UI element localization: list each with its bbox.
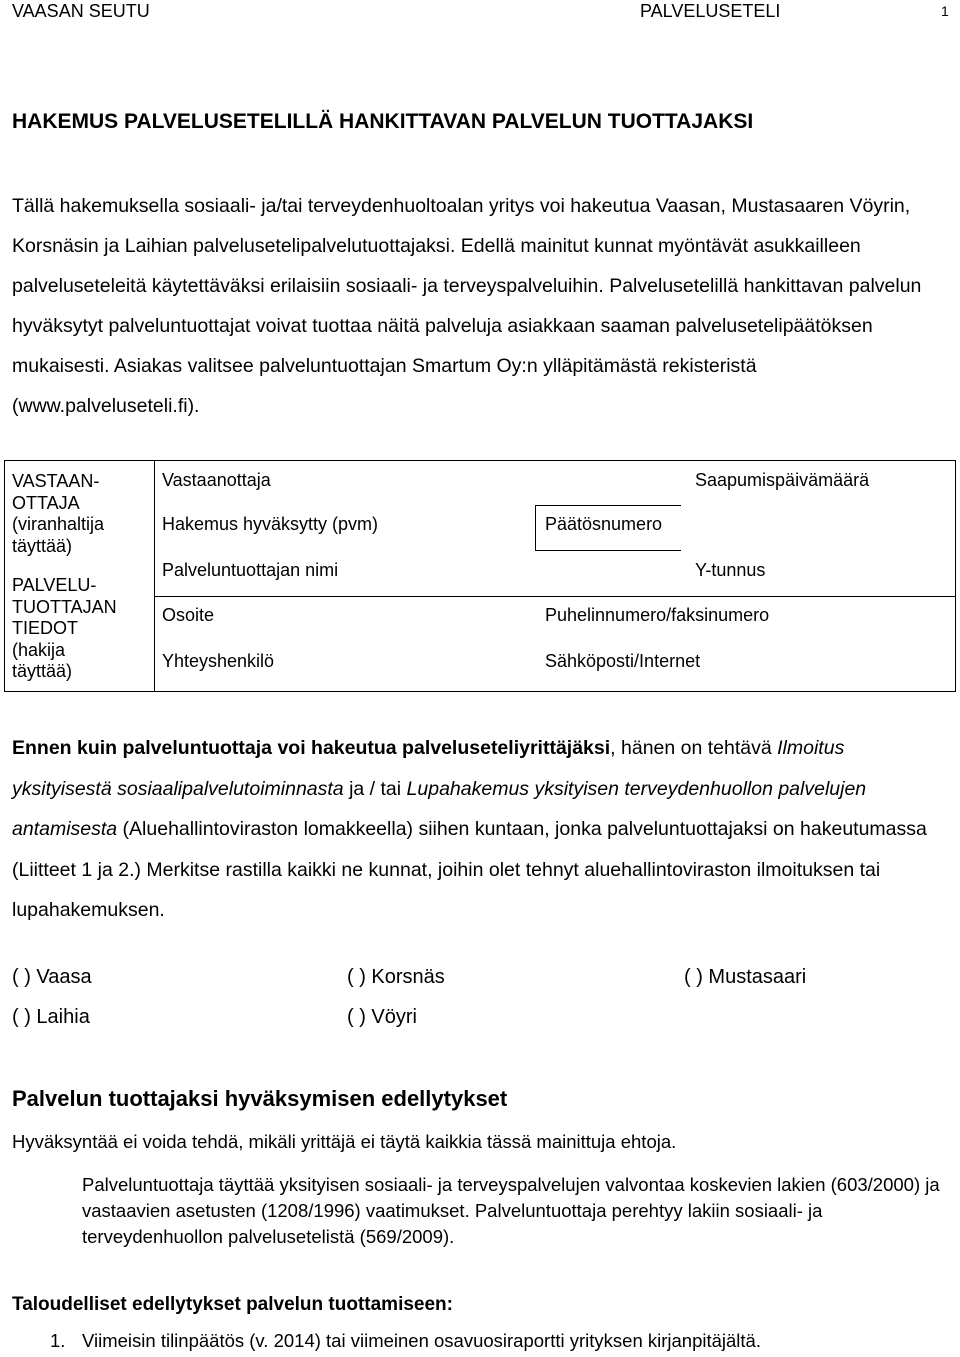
field-vastaanottaja[interactable]: Vastaanottaja (162, 470, 271, 490)
side-label-line: OTTAJA (12, 492, 80, 513)
side-label-line: täyttää) (12, 535, 73, 556)
field-saapumispaiva[interactable]: Saapumispäivämäärä (695, 470, 870, 490)
checkbox-mustasaari[interactable]: ( ) Mustasaari (684, 966, 807, 988)
requirement-paragraph (12, 728, 947, 931)
field-osoite[interactable]: Osoite (162, 605, 215, 625)
side-label-line: (hakija (12, 639, 66, 660)
application-form-table (4, 460, 956, 692)
field-puhelin[interactable]: Puhelinnumero/faksinumero (545, 605, 770, 625)
requirement-bold: Ennen kuin palveluntuottaja voi hakeutua palveluseteliyrittäjäksi (12, 737, 611, 759)
requirement-text: , hänen on tehtävä (610, 737, 778, 759)
field-ytunnus[interactable]: Y-tunnus (695, 560, 766, 580)
form-name-terveydenhuolto: Lupahakemus yksityisen terveydenhuollon palvelujen antamisesta (12, 777, 867, 840)
requirement-text: (Aluehallintoviraston lomakkeella) siihen kuntaan, jonka palveluntuottajaksi on hakeutumassa (Liitteet 1 ja 2.) Merkitse rastilla kaikki ne kunnat, joihin olet tehnyt aluehallintoviraston ilmoituksen tai lupahakemuksen. (12, 818, 927, 921)
form-side-labels (5, 461, 155, 692)
side-label-line: TUOTTAJAN (12, 596, 117, 617)
list-item (50, 1330, 761, 1352)
side-label-line: (viranhaltija (12, 514, 105, 534)
form-fields-area (155, 461, 956, 692)
field-hakemus-hyvaksytty[interactable]: Hakemus hyväksytty (pvm) (162, 514, 379, 534)
side-label-line: TIEDOT (12, 618, 78, 638)
section-heading-edellytykset: Palvelun tuottajaksi hyväksymisen edellytykset (12, 1086, 508, 1111)
field-paatosnumero[interactable]: Päätösnumero (545, 514, 663, 534)
section-paragraph: Palveluntuottaja täyttää yksityisen sosiaali- ja terveyspalvelujen valvontaa koskevien lakien (603/2000) ja vastaavien asetusten (1208/1996) vaatimukset. Palveluntuottaja perehtyy lakiin sosiaali- ja terveydenhuollon palvelusetelistä (569/2009). (82, 1174, 940, 1247)
intro-paragraph: Tällä hakemuksella sosiaali- ja/tai terveydenhuoltoalan yritys voi hakeutua Vaasan, Mustasaaren Vöyrin, Korsnäsin ja Laihian palvelusetelipalvelutuottajaksi. Edellä mainitut kunnat myöntävät asukkailleen palveluseteleitä käytettäväksi erilaisiin sosiaali- ja terveyspalveluihin. Palvelusetelillä hankittavan palvelun hyväksytyt palveluntuottajat voivat tuottaa näitä palveluja asiakkaan saaman palvelusetelipäätöksen mukaisesti. Asiakas valitsee palveluntuottajan Smartum Oy:n ylläpitämästä rekisteristä (www.palveluseteli.fi). (12, 195, 922, 417)
side-label-line: VASTAAN- (12, 471, 100, 491)
checkbox-korsnas[interactable]: ( ) Korsnäs (347, 966, 445, 988)
list-item-number: 1. (50, 1330, 66, 1351)
page-number: 1 (941, 3, 949, 19)
checkbox-laihia[interactable]: ( ) Laihia (12, 1006, 90, 1028)
section-heading-taloudelliset: Taloudelliset edellytykset palvelun tuottamiseen: (12, 1294, 453, 1315)
document-title: HAKEMUS PALVELUSETELILLÄ HANKITTAVAN PALVELUN TUOTTAJAKSI (12, 110, 754, 133)
checkbox-voyri[interactable]: ( ) Vöyri (347, 1006, 417, 1028)
field-yhteyshenkilo[interactable]: Yhteyshenkilö (162, 651, 275, 671)
field-sahkoposti[interactable]: Sähköposti/Internet (545, 651, 701, 671)
requirement-text: ja / tai (343, 777, 407, 800)
header-left: VAASAN SEUTU (12, 1, 150, 21)
side-label-line: PALVELU- (12, 575, 97, 595)
header-center: PALVELUSETELI (640, 1, 781, 21)
checkbox-vaasa[interactable]: ( ) Vaasa (12, 966, 92, 988)
section-lead: Hyväksyntää ei voida tehdä, mikäli yrittäjä ei täytä kaikkia tässä mainittuja ehtoja. (12, 1131, 677, 1152)
side-label-line: täyttää) (12, 661, 73, 681)
field-palveluntuottajan-nimi[interactable]: Palveluntuottajan nimi (162, 560, 339, 580)
form-name-sosiaalipalvelu: Ilmoitus yksityisestä sosiaalipalvelutoiminnasta (12, 737, 845, 800)
list-item-text: Viimeisin tilinpäätös (v. 2014) tai viimeinen osavuosiraportti yrityksen kirjanpitäjältä. (82, 1330, 761, 1351)
